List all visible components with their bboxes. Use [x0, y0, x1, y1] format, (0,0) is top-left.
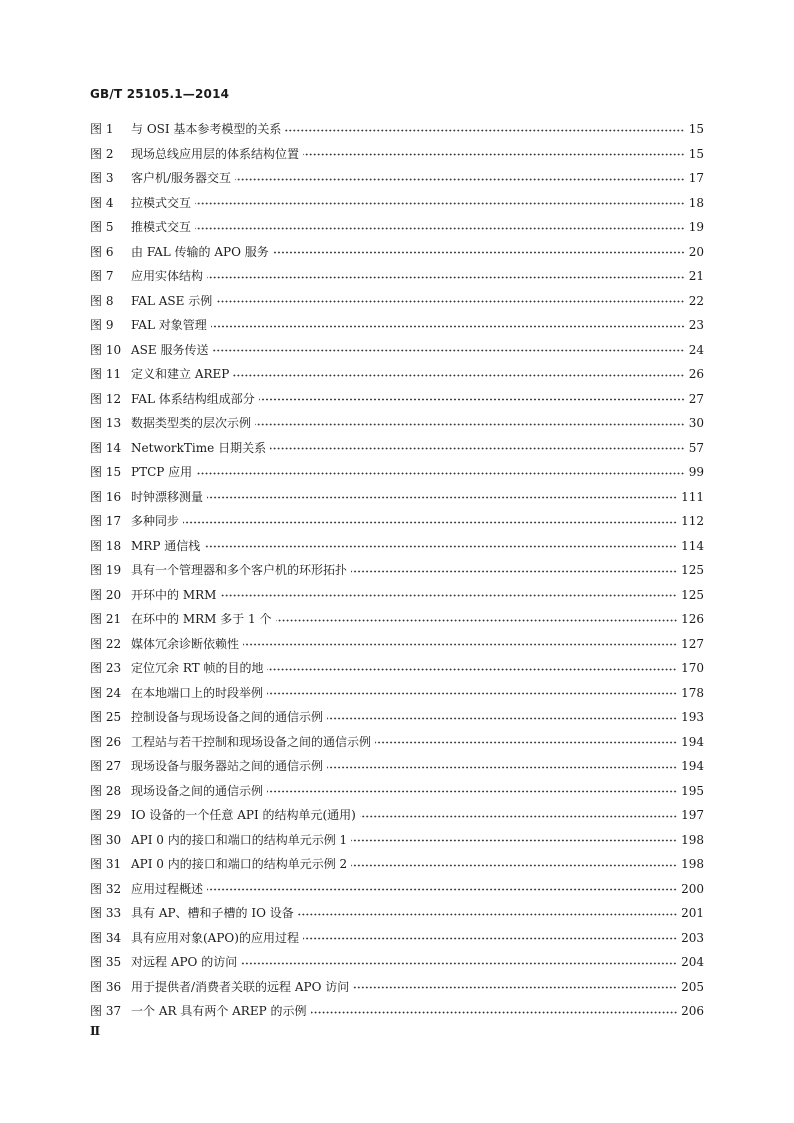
dot-leader [183, 521, 677, 524]
figure-title: 工程站与若干控制和现场设备之间的通信示例 [131, 734, 372, 749]
page-reference: 30 [688, 416, 704, 430]
figure-number: 图 3 [90, 171, 114, 185]
figure-number: 图 29 [90, 808, 122, 822]
toc-entry[interactable] [90, 583, 704, 608]
figure-title: ASE 服务传送 [131, 342, 209, 357]
figure-title: 一个 AR 具有两个 AREP 的示例 [131, 1004, 307, 1018]
figure-title: 应用实体结构 [131, 269, 204, 283]
page-reference: 127 [681, 636, 704, 651]
page-reference: 206 [681, 1004, 704, 1018]
page-reference: 26 [688, 367, 704, 381]
toc-entry[interactable] [90, 313, 704, 338]
page-reference: 200 [681, 881, 704, 896]
figure-number: 图 27 [90, 759, 122, 773]
dot-leader [311, 1011, 678, 1014]
figure-title: 定位冗余 RT 帧的目的地 [131, 661, 264, 675]
page-reference: 23 [688, 318, 704, 332]
figure-title: 具有 AP、槽和子槽的 IO 设备 [131, 906, 294, 920]
toc-entry[interactable] [90, 730, 704, 755]
dot-leader [273, 251, 685, 254]
page-reference: 27 [688, 391, 704, 406]
figure-number: 图 32 [90, 881, 122, 896]
page-reference: 126 [681, 612, 704, 626]
toc-entry[interactable] [90, 485, 704, 510]
figure-title: 推模式交互 [131, 220, 192, 234]
figure-title: FAL 对象管理 [131, 318, 207, 332]
figure-title: 在本地端口上的时段举例 [131, 685, 264, 700]
toc-entry[interactable] [90, 509, 704, 534]
toc-entry[interactable] [90, 117, 704, 142]
figure-number: 图 26 [90, 734, 122, 749]
dot-leader [351, 570, 677, 573]
figure-number: 图 19 [90, 563, 122, 577]
figure-title: 现场总线应用层的体系结构位置 [131, 146, 300, 161]
dot-leader [212, 349, 684, 352]
dot-leader [353, 986, 677, 989]
figure-number: 图 10 [90, 342, 122, 357]
toc-entry[interactable] [90, 166, 704, 191]
figure-number: 图 4 [90, 195, 114, 210]
page-reference: 170 [681, 661, 704, 675]
page-reference: 57 [688, 440, 704, 455]
dot-leader [303, 937, 677, 940]
toc-entry[interactable] [90, 240, 704, 265]
page-reference: 194 [681, 759, 704, 773]
toc-entry[interactable] [90, 289, 704, 314]
toc-entry[interactable] [90, 215, 704, 240]
dot-leader [243, 643, 677, 646]
figure-title: 对远程 APO 的访问 [131, 955, 238, 969]
toc-entry[interactable] [90, 754, 704, 779]
toc-entry[interactable] [90, 779, 704, 804]
toc-entry[interactable] [90, 411, 704, 436]
toc-entry[interactable] [90, 264, 704, 289]
figure-title: 数据类型类的层次示例 [131, 416, 252, 430]
page-reference: 198 [681, 832, 704, 847]
dot-leader [276, 619, 678, 622]
figure-number: 图 25 [90, 710, 122, 724]
figure-number: 图 21 [90, 612, 122, 626]
figure-title: PTCP 应用 [131, 465, 193, 479]
figure-title: API 0 内的接口和端口的结构单元示例 1 [131, 832, 348, 847]
dot-leader [207, 496, 677, 499]
toc-entry[interactable] [90, 362, 704, 387]
toc-entry[interactable] [90, 926, 704, 951]
toc-entry[interactable] [90, 975, 704, 1000]
dot-leader [220, 594, 677, 597]
figure-number: 图 37 [90, 1004, 122, 1018]
dot-leader [267, 692, 677, 695]
page-reference: 99 [688, 465, 704, 479]
page-reference: 197 [681, 808, 704, 822]
dot-leader [233, 374, 684, 377]
page-reference: 20 [688, 244, 704, 259]
toc-entry[interactable] [90, 436, 704, 461]
figure-number: 图 12 [90, 391, 122, 406]
figure-title: 现场设备之间的通信示例 [131, 783, 264, 798]
figure-number: 图 13 [90, 416, 122, 430]
page-reference: 114 [681, 538, 704, 553]
figure-number: 图 34 [90, 930, 122, 945]
figure-title: 定义和建立 AREP [131, 367, 230, 381]
dot-leader [241, 962, 677, 965]
list-of-figures [90, 117, 704, 1024]
page-reference: 195 [681, 783, 704, 798]
dot-leader [267, 790, 677, 793]
dot-leader [195, 202, 685, 205]
toc-entry[interactable] [90, 460, 704, 485]
figure-title: 用于提供者/消费者关联的远程 APO 访问 [131, 979, 350, 994]
figure-number: 图 8 [90, 293, 114, 308]
figure-number: 图 35 [90, 955, 122, 969]
toc-entry[interactable] [90, 558, 704, 583]
page-reference: 204 [681, 955, 704, 969]
dot-leader [235, 178, 685, 181]
dot-leader [351, 839, 677, 842]
dot-leader [259, 398, 685, 401]
figure-number: 图 23 [90, 661, 122, 675]
dot-leader [270, 447, 685, 450]
page-reference: 22 [688, 293, 704, 308]
toc-entry[interactable] [90, 191, 704, 216]
figure-title: 具有应用对象(APO)的应用过程 [131, 930, 299, 945]
toc-entry[interactable] [90, 828, 704, 853]
figure-number: 图 9 [90, 318, 114, 332]
page-reference: 112 [681, 514, 704, 528]
page-reference: 19 [688, 220, 704, 234]
figure-title: FAL ASE 示例 [131, 293, 213, 308]
page-reference: 24 [688, 342, 704, 357]
figure-number: 图 28 [90, 783, 122, 798]
toc-entry[interactable] [90, 877, 704, 902]
toc-entry[interactable] [90, 999, 704, 1024]
dot-leader [255, 423, 685, 426]
figure-title: API 0 内的接口和端口的结构单元示例 2 [131, 857, 348, 871]
dot-leader [327, 717, 677, 720]
figure-number: 图 20 [90, 587, 122, 602]
dot-leader [360, 815, 677, 818]
page-reference: 15 [688, 146, 704, 161]
figure-title: NetworkTime 日期关系 [131, 440, 267, 455]
toc-entry[interactable] [90, 607, 704, 632]
dot-leader [285, 129, 684, 132]
figure-title: FAL 体系结构组成部分 [131, 391, 255, 406]
figure-title: 拉模式交互 [131, 195, 192, 210]
toc-entry[interactable] [90, 338, 704, 363]
figure-title: 时钟漂移测量 [131, 489, 204, 504]
figure-number: 图 36 [90, 979, 122, 994]
figure-number: 图 6 [90, 244, 114, 259]
figure-number: 图 16 [90, 489, 122, 504]
figure-title: 控制设备与现场设备之间的通信示例 [131, 710, 324, 724]
toc-entry[interactable] [90, 387, 704, 412]
figure-title: 由 FAL 传输的 APO 服务 [131, 244, 269, 259]
figure-number: 图 2 [90, 146, 114, 161]
figure-title: 媒体冗余诊断依赖性 [131, 636, 240, 651]
dot-leader [196, 472, 685, 475]
figure-title: 具有一个管理器和多个客户机的环形拓扑 [131, 563, 348, 577]
toc-entry[interactable] [90, 681, 704, 706]
figure-title: 开环中的 MRM [131, 587, 217, 602]
dot-leader [327, 766, 677, 769]
figure-title: 客户机/服务器交互 [131, 171, 232, 185]
figure-number: 图 22 [90, 636, 122, 651]
page-reference: 15 [688, 122, 704, 136]
figure-number: 图 11 [90, 367, 122, 381]
page-reference: 178 [681, 685, 704, 700]
toc-entry[interactable] [90, 632, 704, 657]
toc-entry[interactable] [90, 705, 704, 730]
toc-entry[interactable] [90, 950, 704, 975]
dot-leader [211, 325, 685, 328]
dot-leader [216, 300, 685, 303]
dot-leader [303, 153, 685, 156]
page-reference: 193 [681, 710, 704, 724]
page-reference: 125 [681, 563, 704, 577]
toc-entry[interactable] [90, 534, 704, 559]
figure-number: 图 24 [90, 685, 122, 700]
figure-title: IO 设备的一个任意 API 的结构单元(通用) [131, 808, 356, 822]
page-reference: 198 [681, 857, 704, 871]
page-reference: 201 [681, 906, 704, 920]
figure-title: 现场设备与服务器站之间的通信示例 [131, 759, 324, 773]
figure-number: 图 30 [90, 832, 122, 847]
figure-number: 图 17 [90, 514, 122, 528]
toc-entry[interactable] [90, 901, 704, 926]
dot-leader [375, 741, 677, 744]
figure-title: 与 OSI 基本参考模型的关系 [131, 122, 282, 136]
page-reference: 21 [688, 269, 704, 283]
dot-leader [351, 864, 677, 867]
page-reference: 205 [681, 979, 704, 994]
figure-number: 图 5 [90, 220, 114, 234]
dot-leader [267, 668, 677, 671]
toc-entry[interactable] [90, 852, 704, 877]
dot-leader [195, 227, 685, 230]
page-reference: 194 [681, 734, 704, 749]
toc-entry[interactable] [90, 142, 704, 167]
figure-title: 应用过程概述 [131, 881, 204, 896]
figure-number: 图 14 [90, 440, 122, 455]
page-reference: 111 [681, 489, 704, 504]
dot-leader [207, 888, 677, 891]
figure-number: 图 33 [90, 906, 122, 920]
dot-leader [204, 545, 677, 548]
page-reference: 203 [681, 930, 704, 945]
figure-number: 图 1 [90, 122, 114, 136]
page-reference: 17 [688, 171, 704, 185]
toc-entry[interactable] [90, 803, 704, 828]
figure-title: 多种同步 [131, 514, 180, 528]
figure-number: 图 7 [90, 269, 114, 283]
standard-number-header: GB/T 25105.1—2014 [90, 87, 230, 101]
page-reference: 125 [681, 587, 704, 602]
page-number: Ⅱ [90, 1024, 101, 1038]
figure-number: 图 15 [90, 465, 122, 479]
figure-title: MRP 通信栈 [131, 538, 201, 553]
toc-entry[interactable] [90, 656, 704, 681]
figure-number: 图 31 [90, 857, 122, 871]
figure-title: 在环中的 MRM 多于 1 个 [131, 612, 272, 626]
page-reference: 18 [688, 195, 704, 210]
dot-leader [207, 276, 685, 279]
figure-number: 图 18 [90, 538, 122, 553]
dot-leader [298, 913, 677, 916]
